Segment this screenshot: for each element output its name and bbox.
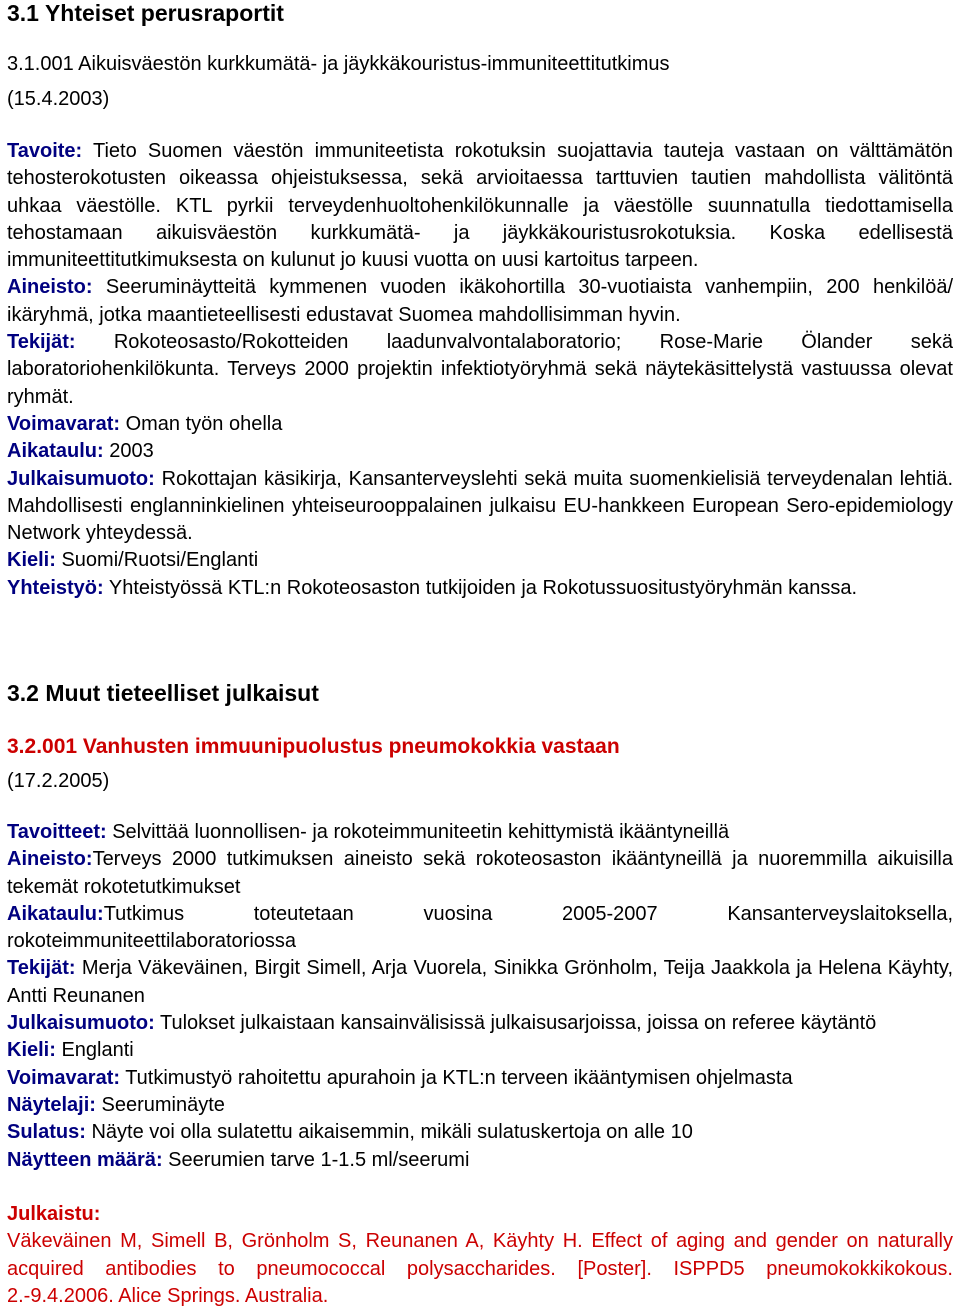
section-1-heading: 3.1 Yhteiset perusraportit [7,0,284,26]
field-label: Julkaisumuoto: [7,1012,155,1035]
section-1-subheading-text: 3.1.001 Aikuisväestön kurkkumätä- ja jäykkäkouristus-immuniteettitutkimus [7,53,670,75]
section-2-heading: 3.2 Muut tieteelliset julkaisut [7,680,319,706]
section-1-body [7,138,953,602]
field-text: Tutkimustyö rahoitettu apurahoin ja KTL:n terveen ikääntymisen ohjelmasta [120,1066,793,1089]
field-label: Kieli: [7,1039,56,1062]
field-voimavarat [7,411,953,438]
field-yhteistyo [7,575,953,602]
field-label: Tavoite: [7,140,83,162]
field-text: Englanti [55,1039,134,1062]
field-text: Oman työn ohella [120,412,283,435]
field-text: Selvittää luonnollisen- ja rokoteimmuniteetin kehittymistä ikääntyneillä [106,821,730,843]
field-aikataulu [7,438,953,465]
section-2-body [7,819,953,1174]
field-label: Aineisto: [7,848,93,871]
field-aineisto [7,274,953,329]
field-aineisto [7,846,953,901]
field-naytelaji [7,1092,953,1119]
field-label: Tekijät: [7,331,76,354]
field-label: Aineisto: [7,276,93,299]
field-text: Suomi/Ruotsi/Englanti [55,549,259,572]
field-kieli [7,1037,953,1064]
field-text: Yhteistyössä KTL:n Rokoteosaston tutkijoiden ja Rokotussuositustyöryhmän kanssa. [103,576,858,599]
field-sulatus [7,1119,953,1146]
section-1-subheading [7,51,953,78]
field-label: Näytteen määrä: [7,1148,163,1171]
published-block [7,1201,953,1310]
field-label: Kieli: [7,549,56,572]
field-label: Tavoitteet: [7,821,107,843]
field-label: Voimavarat: [7,412,121,435]
field-text: Seeruminäytteitä kymmenen vuoden ikäkohortilla 30-vuotiaista vanhempiin, 200 henkilöä/ ikäryhmä, jotka maantieteellisesti edustavat Suomea mahdollisimman hyvin. [7,276,953,326]
field-label: Voimavarat: [7,1066,121,1089]
field-text: Tulokset julkaistaan kansainvälisissä julkaisusarjoissa, joissa on referee käytäntö [154,1012,877,1035]
field-tavoite [7,138,953,274]
field-tavoitteet [7,819,953,846]
field-label: Aikataulu: [7,440,104,463]
field-text: Rokottajan käsikirja, Kansanterveyslehti sekä muita suomenkielisiä terveydenalan lehtiä. Mahdollisesti englanninkielinen yhteiseurooppalainen julkaisu EU-hankkeen European Sero-epidemiology Network yhteydessä. [7,467,953,545]
published-citation: Väkeväinen M, Simell B, Grönholm S, Reunanen A, Käyhty H. Effect of aging and gender on naturally acquired antibodies to pneumococcal polysaccharides. [Poster]. ISPPD5 pneumokokkikokous. 2.-9.4.2006. Alice Springs. Australia. [7,1230,953,1307]
section-1-date: (15.4.2003) [7,88,110,110]
field-label: Näytelaji: [7,1093,96,1116]
field-tekijat [7,329,953,411]
field-text: Terveys 2000 tutkimuksen aineisto sekä rokoteosaston ikääntyneillä ja nuoremmilla aikuisilla tekemät rokotetutkimukset [7,848,953,898]
field-label: Aikataulu: [7,902,104,925]
field-voimavarat [7,1065,953,1092]
section-2-date: (17.2.2005) [7,770,110,792]
field-julkaisumuoto [7,466,953,548]
field-text: 2003 [103,440,154,463]
field-label: Tekijät: [7,957,76,980]
section-2-subheading: 3.2.001 Vanhusten immuunipuolustus pneumokokkia vastaan [7,735,620,758]
field-text: Seeruminäyte [95,1093,225,1116]
field-tekijat [7,955,953,1010]
field-text: Merja Väkeväinen, Birgit Simell, Arja Vuorela, Sinikka Grönholm, Teija Jaakkola ja Helena Käyhty, Antti Reunanen [7,957,953,1007]
field-kieli [7,547,953,574]
field-naytteen-maara [7,1147,953,1174]
field-text: Rokoteosasto/Rokotteiden laadunvalvontalaboratorio; Rose-Marie Ölander sekä laboratoriohenkilökunta. Terveys 2000 projektin infektiotyöryhmä sekä näytekäsittelystä vastuussa olevat ryhmät. [7,331,953,408]
field-text: Seerumien tarve 1-1.5 ml/seerumi [162,1148,470,1171]
field-aikataulu [7,901,953,956]
field-text: Tutkimus toteutetaan vuosina 2005-2007 Kansanterveyslaitoksella, rokoteimmuniteettilaboratoriossa [7,902,953,953]
published-label: Julkaistu: [7,1203,101,1225]
field-label: Julkaisumuoto: [7,467,155,490]
field-label: Yhteistyö: [7,576,104,599]
field-text: Tieto Suomen väestön immuniteetista rokotuksin suojattavia tauteja vastaan on välttämätön tehosterokotusten oikeassa ohjeistuksessa, sekä arvioitaessa tarttuvien tautien mahdollista välitöntä uhkaa väestölle. KTL pyrkii terveydenhuoltohenkilökunnalle ja väestölle suunnatulla tiedottamisella tehostamaan aikuisväestön kurkkumätä- ja jäykkäkouristusrokotuksia. Koska edellisestä immuniteettitutkimuksesta on kulunut jo kuusi vuotta on uusi kartoitus tarpeen. [7,140,953,272]
field-julkaisumuoto [7,1010,953,1037]
field-text: Näyte voi olla sulatettu aikaisemmin, mikäli sulatuskertoja on alle 10 [85,1121,693,1144]
field-label: Sulatus: [7,1121,86,1144]
